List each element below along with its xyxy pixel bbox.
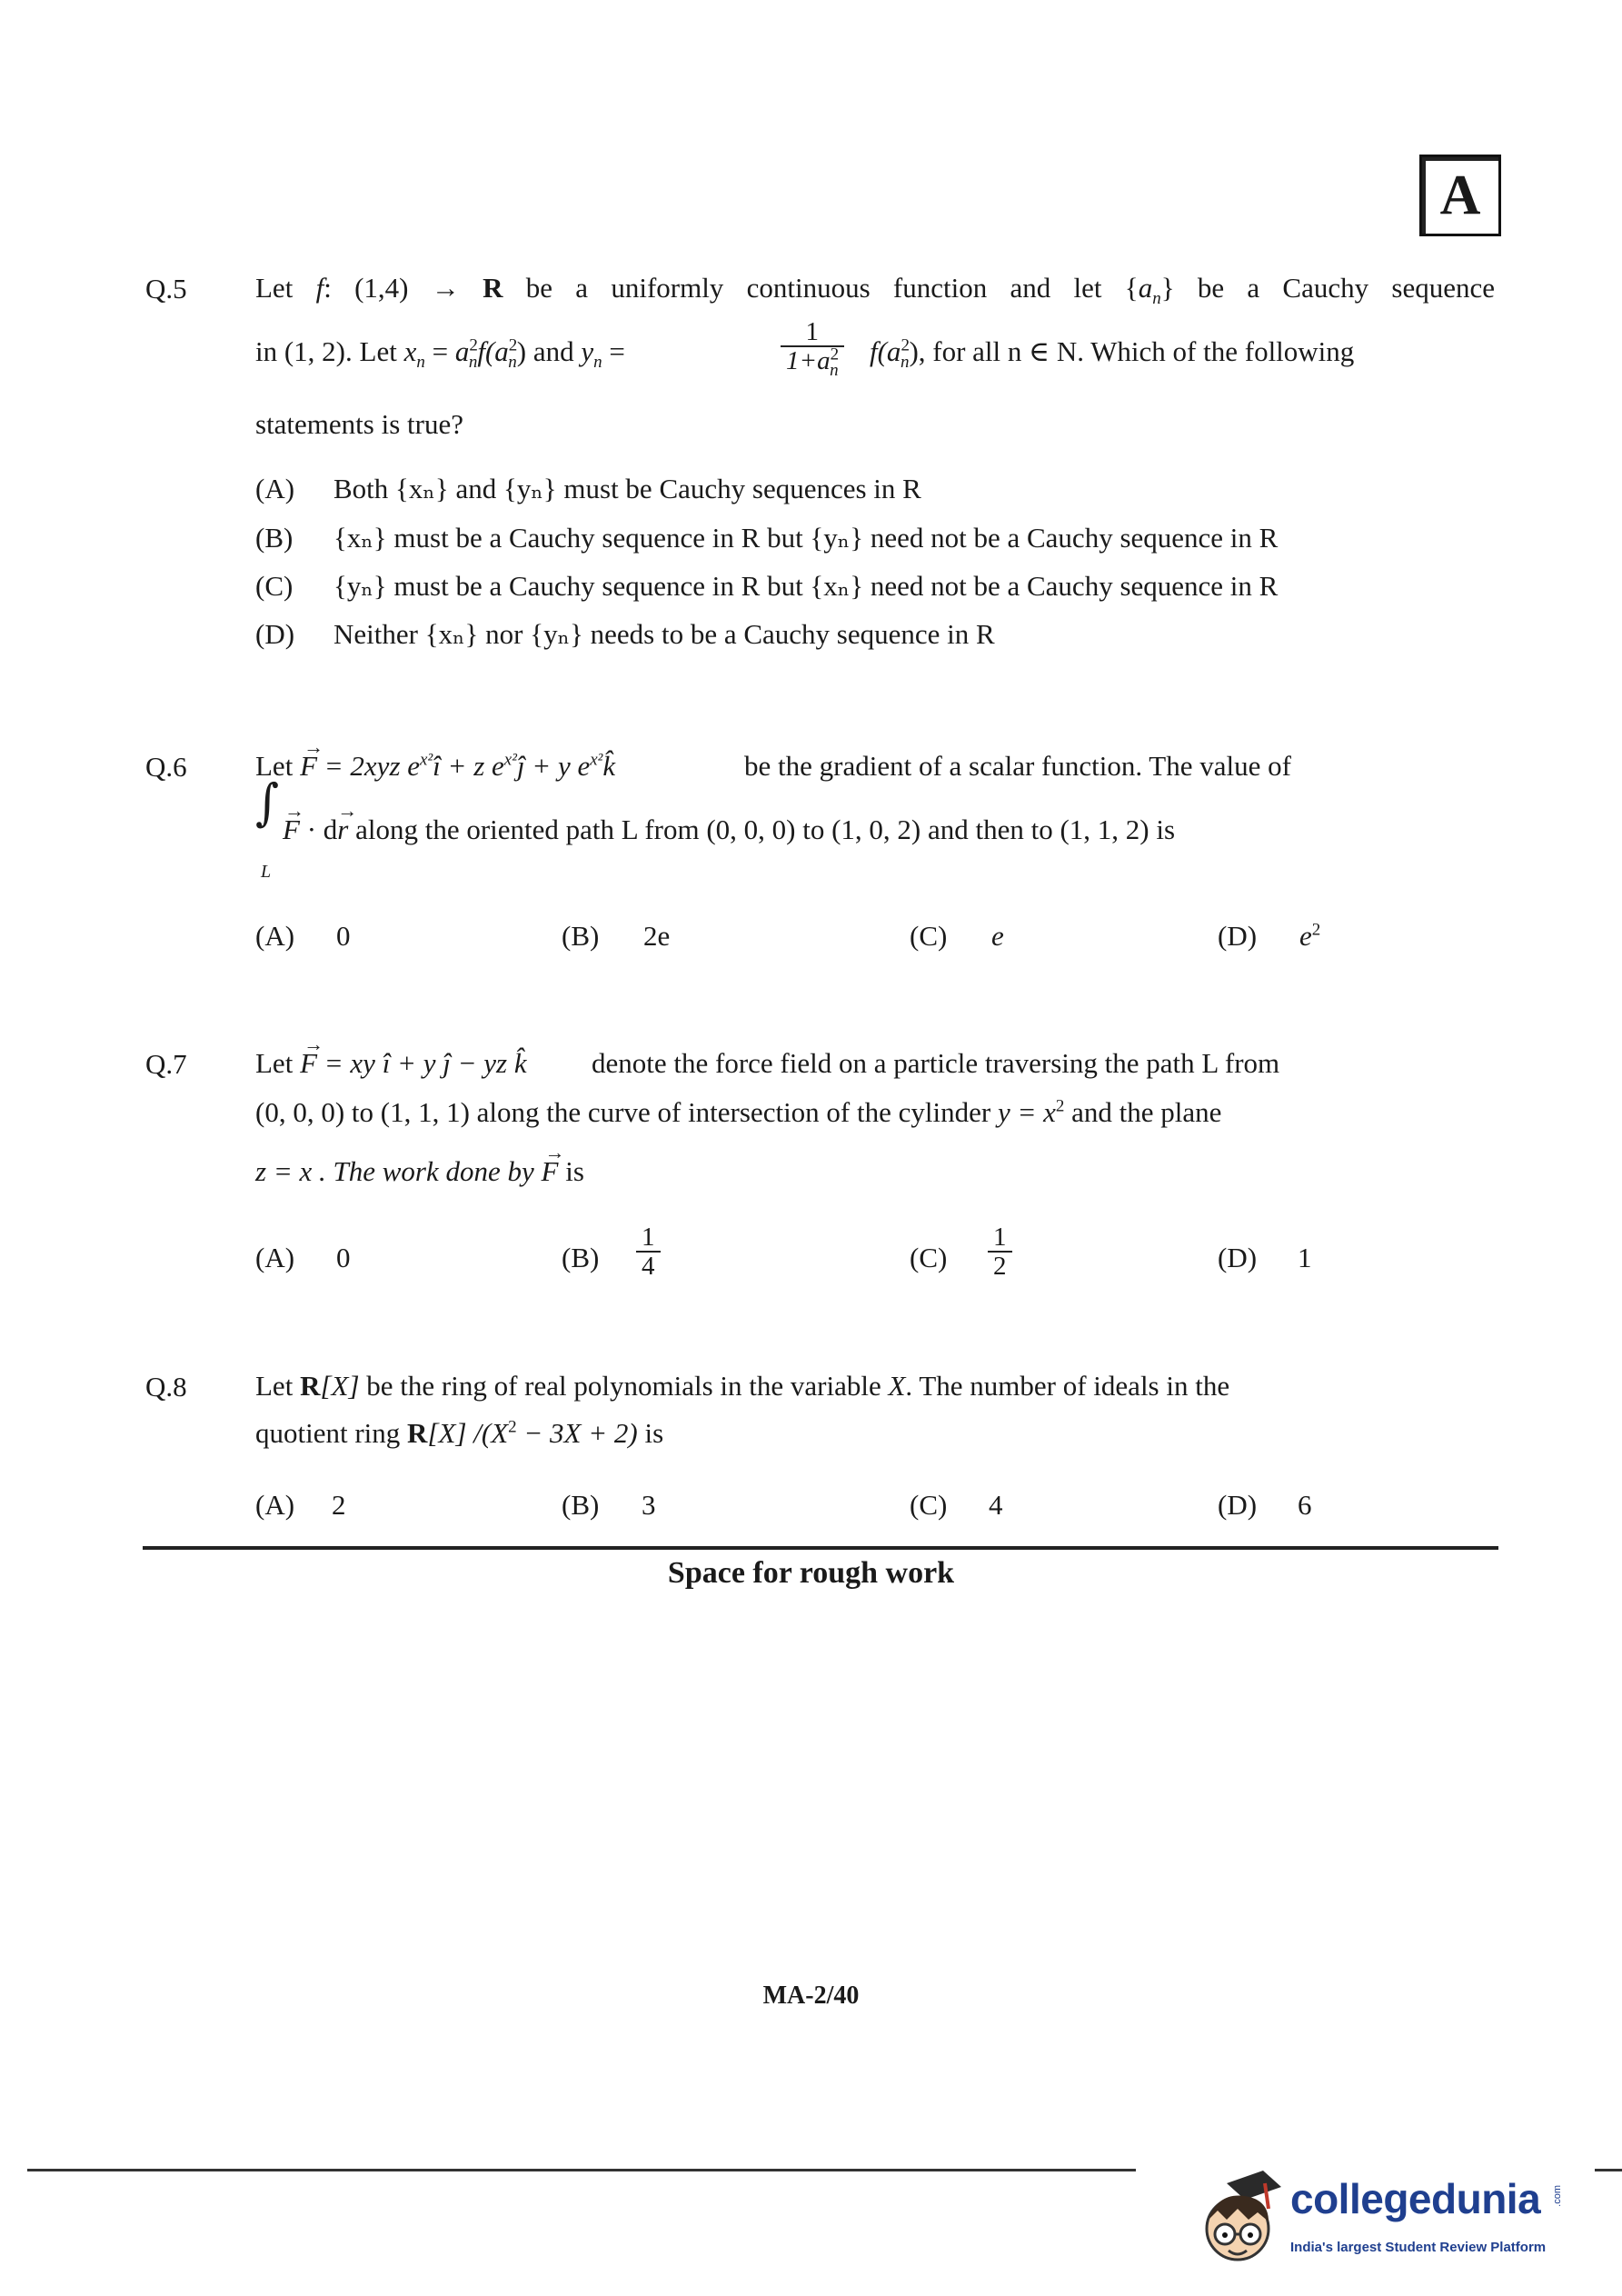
q7-option-b-label: (B) bbox=[562, 1242, 600, 1273]
q8-option-b-label: (B) bbox=[562, 1489, 600, 1521]
question-7-line-1: Let → F = xy î + y ĵ − yz k̂ denote the force field on a particle traversing the path L from bbox=[255, 1033, 1280, 1079]
question-7-line-3: z = x . The work done by → F is bbox=[255, 1141, 584, 1187]
q8-option-c-label: (C) bbox=[910, 1489, 948, 1521]
q6-option-a-label: (A) bbox=[255, 920, 295, 952]
q8-option-d-label: (D) bbox=[1218, 1489, 1258, 1521]
q7-option-a-text: 0 bbox=[336, 1242, 351, 1273]
q7-option-a-label: (A) bbox=[255, 1242, 295, 1273]
rough-work-heading: Space for rough work bbox=[667, 1556, 955, 1590]
collegedunia-mascot-icon bbox=[1181, 2156, 1290, 2283]
set-code-box bbox=[1419, 155, 1501, 236]
q7-option-d-text: 1 bbox=[1298, 1242, 1312, 1273]
q5-option-a-text: Both {xₙ} and {yₙ} must be Cauchy sequences in R bbox=[333, 473, 921, 504]
question-number-7: Q.7 bbox=[145, 1048, 187, 1080]
question-8-line-2: quotient ring R[X] $/(X^2 - 3X + 2)$ is bbox=[255, 1417, 664, 1449]
question-number-5: Q.5 bbox=[145, 273, 187, 304]
q5-option-c-text: {yₙ} must be a Cauchy sequence in R but {xₙ} need not be a Cauchy sequence in R bbox=[333, 570, 1279, 602]
question-7-line-2: (0, 0, 0) to (1, 1, 1) along the curve of intersection of the cylinder $y = x^2$ and the plane bbox=[255, 1096, 1222, 1128]
q6-option-b-label: (B) bbox=[562, 920, 600, 952]
q7-option-b-fraction: $\frac{1}{4}$ bbox=[636, 1223, 661, 1280]
q8-option-a-text: 2 bbox=[332, 1489, 346, 1521]
question-5-line-2: in (1, 2). Let $x_n = a^2_nf(a^2_n)$ and $y_n$ = $\frac{1}{1+a^2_n}$ $f(a^2_n)$, for all n ∈ N. Which of the following bbox=[255, 317, 1355, 380]
q5-option-c-label: (C) bbox=[255, 570, 294, 602]
page-number: MA-2/40 bbox=[762, 1982, 860, 2010]
q5-option-b-text: {xₙ} must be a Cauchy sequence in R but {yₙ} need not be a Cauchy sequence in R bbox=[333, 522, 1279, 554]
question-number-6: Q.6 bbox=[145, 751, 187, 783]
fraction-1-over-1-plus-an2: $\frac{1}{1+a^2_n}$ bbox=[781, 318, 844, 374]
question-5-line-3: statements is true? bbox=[255, 408, 463, 440]
q6-option-a-text: 0 bbox=[336, 920, 351, 952]
q6-option-d-label: (D) bbox=[1218, 920, 1258, 952]
footer-rule bbox=[27, 2169, 1136, 2171]
question-6-line-1: Let → F = 2xyz $e^{x^2}î + z$ $e^{x^2}ĵ + y$ $e^{x^2}k̂$ be the gradient of a scalar function. The value of bbox=[255, 735, 1291, 782]
rough-work-divider bbox=[143, 1546, 1498, 1550]
q6-option-c-label: (C) bbox=[910, 920, 948, 952]
question-8-line-1: Let R[X] be the ring of real polynomials in the variable X. The number of ideals in the bbox=[255, 1370, 1230, 1402]
integral-sign: ∫ bbox=[255, 774, 280, 832]
q6-option-b-text: 2e bbox=[643, 920, 671, 952]
set-code: A bbox=[1439, 164, 1481, 226]
q5-option-d-text: Neither {xₙ} nor {yₙ} needs to be a Cauchy sequence in R bbox=[333, 618, 995, 650]
q6-option-d-text: $e^2$ bbox=[1299, 920, 1321, 952]
q5-option-a-label: (A) bbox=[255, 473, 295, 504]
q8-option-c-text: 4 bbox=[989, 1489, 1003, 1521]
brand-com: .com bbox=[1552, 2185, 1563, 2207]
q7-option-d-label: (D) bbox=[1218, 1242, 1258, 1273]
q6-option-c-text: e bbox=[991, 920, 1004, 952]
q7-option-c-label: (C) bbox=[910, 1242, 948, 1273]
question-number-8: Q.8 bbox=[145, 1371, 187, 1403]
q8-option-a-label: (A) bbox=[255, 1489, 295, 1521]
q5-option-b-label: (B) bbox=[255, 522, 294, 554]
q8-option-b-text: 3 bbox=[642, 1489, 656, 1521]
q7-option-c-fraction: $\frac{1}{2}$ bbox=[988, 1223, 1012, 1280]
q8-option-d-text: 6 bbox=[1298, 1489, 1312, 1521]
brand-tagline: India's largest Student Review Platform bbox=[1290, 2240, 1547, 2255]
question-5-line-1: Let f: (1,4) → R be a uniformly continuous function and let $\{a_n\}$ be a Cauchy sequence bbox=[255, 272, 1495, 309]
footer-rule-right bbox=[1595, 2169, 1622, 2171]
q5-option-d-label: (D) bbox=[255, 618, 295, 650]
question-6-line-2: ∫ L → F · d → r along the oriented path L from (0, 0, 0) to (1, 0, 2) and then to (1, 1, 2) is bbox=[255, 774, 1176, 882]
brand-name: collegedunia bbox=[1290, 2175, 1541, 2222]
